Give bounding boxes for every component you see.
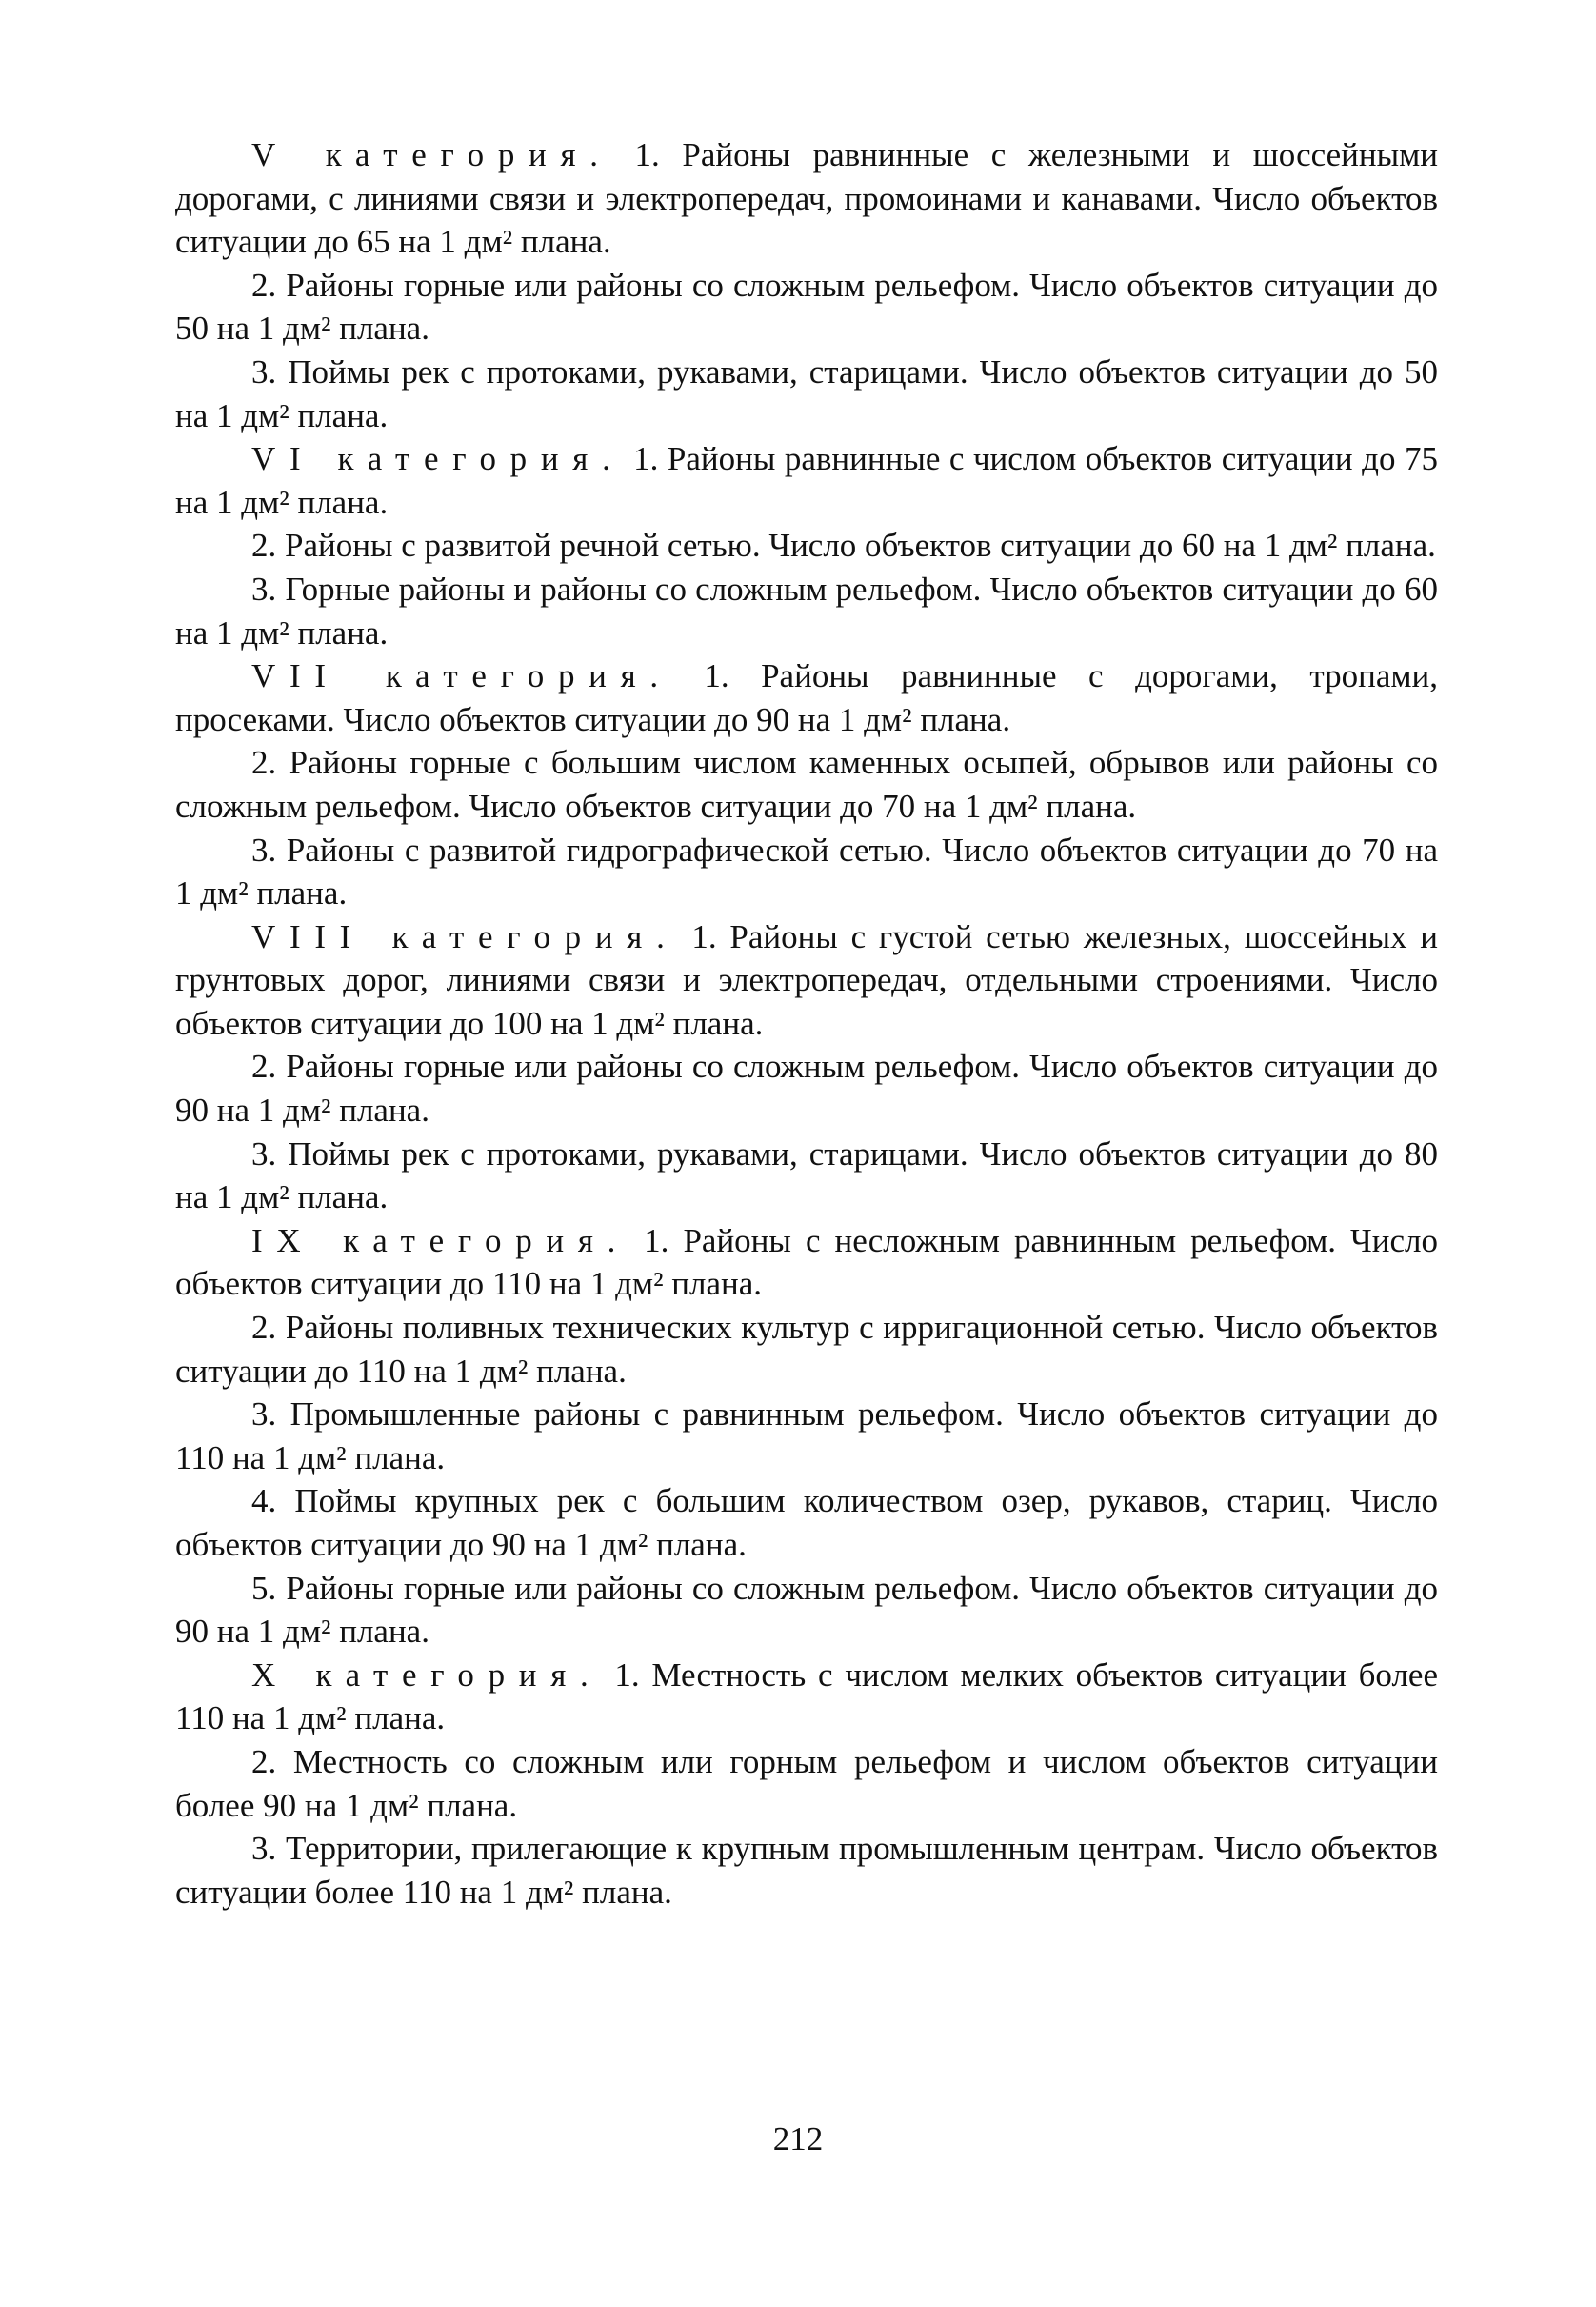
paragraph [175, 1219, 1438, 1306]
paragraph [175, 1479, 1438, 1566]
paragraph [175, 1393, 1438, 1479]
paragraph-text: 1. Местность с числом мелких объектов ситуации более 110 на 1 дм² плана. [175, 1655, 1438, 1737]
paragraph-text: 3. Горные районы и районы со сложным рельефом. Число объектов ситуации до 60 на 1 дм² плана. [175, 570, 1438, 652]
paragraph-text: 2. Районы горные или районы со сложным рельефом. Число объектов ситуации до 90 на 1 дм² плана. [175, 1048, 1438, 1130]
page-number: 212 [772, 2120, 824, 2157]
paragraph [175, 1654, 1438, 1740]
paragraph [175, 133, 1438, 264]
category-heading: V категория. [251, 136, 612, 173]
paragraph [175, 915, 1438, 1046]
paragraph [175, 1567, 1438, 1654]
paragraph [175, 829, 1438, 915]
paragraph-text: 3. Территории, прилегающие к крупным промышленным центрам. Число объектов ситуации более 110 на 1 дм² плана. [175, 1830, 1438, 1911]
paragraph-text: 3. Районы с развитой гидрографической сетью. Число объектов ситуации до 70 на 1 дм² плана. [175, 831, 1438, 913]
paragraph-text: 2. Районы поливных технических культур с ирригационной сетью. Число объектов ситуации до 110 на 1 дм² плана. [175, 1309, 1438, 1390]
paragraph-text: 2. Районы с развитой речной сетью. Число объектов ситуации до 60 на 1 дм² плана. [251, 527, 1436, 565]
paragraph [175, 1045, 1438, 1132]
paragraph [175, 351, 1438, 437]
paragraph-text: 1. Районы равнинные с дорогами, тропами, просеками. Число объектов ситуации до 90 на 1 дм² плана. [175, 657, 1438, 738]
page-text [175, 133, 1438, 1914]
paragraph [175, 654, 1438, 741]
category-heading: X категория. [251, 1655, 603, 1694]
paragraph-text: 2. Районы горные с большим числом каменных осыпей, обрывов или районы со сложным рельефом. Число объектов ситуации до 70 на 1 дм² плана. [175, 744, 1438, 825]
paragraph-text: 1. Районы равнинные с железными и шоссейными дорогами, с линиями связи и электропередач, промоинами и канавами. Число объектов ситуации до 65 на 1 дм² плана. [175, 136, 1438, 261]
paragraph-text: 2. Районы горные или районы со сложным рельефом. Число объектов ситуации до 50 на 1 дм² плана. [175, 266, 1438, 348]
paragraph [175, 741, 1438, 828]
paragraph-text: 1. Районы с несложным равнинным рельефом. Число объектов ситуации до 110 на 1 дм² плана. [175, 1221, 1439, 1303]
category-heading: VIII категория. [251, 917, 679, 955]
paragraph-text: 1. Районы с густой сетью железных, шоссейных и грунтовых дорог, линиями связи и электропередач, отдельными строениями. Число объектов ситуации до 100 на 1 дм² плана. [175, 917, 1438, 1042]
category-heading: VII категория. [251, 657, 672, 695]
paragraph-text: 1. Районы равнинные с числом объектов ситуации до 75 на 1 дм² плана. [175, 440, 1438, 521]
paragraph-text: 3. Поймы рек с протоками, рукавами, старицами. Число объектов ситуации до 80 на 1 дм² плана. [175, 1134, 1438, 1216]
paragraph [175, 568, 1438, 654]
paragraph [175, 524, 1438, 568]
paragraph [175, 437, 1438, 524]
paragraph [175, 1827, 1438, 1914]
category-heading: VI категория. [251, 440, 625, 478]
paragraph-text: 5. Районы горные или районы со сложным рельефом. Число объектов ситуации до 90 на 1 дм² плана. [175, 1569, 1438, 1651]
paragraph [175, 1740, 1438, 1827]
paragraph [175, 264, 1438, 351]
category-heading: IX категория. [251, 1221, 630, 1259]
paragraph-text: 3. Поймы рек с протоками, рукавами, старицами. Число объектов ситуации до 50 на 1 дм² плана. [175, 352, 1438, 434]
paragraph-text: 2. Местность со сложным или горным рельефом и числом объектов ситуации более 90 на 1 дм² плана. [175, 1742, 1438, 1824]
paragraph [175, 1133, 1438, 1219]
paragraph [175, 1306, 1438, 1393]
paragraph-text: 4. Поймы крупных рек с большим количеством озер, рукавов, стариц. Число объектов ситуации до 90 на 1 дм² плана. [175, 1482, 1438, 1563]
paragraph-text: 3. Промышленные районы с равнинным рельефом. Число объектов ситуации до 110 на 1 дм² плана. [175, 1395, 1438, 1476]
